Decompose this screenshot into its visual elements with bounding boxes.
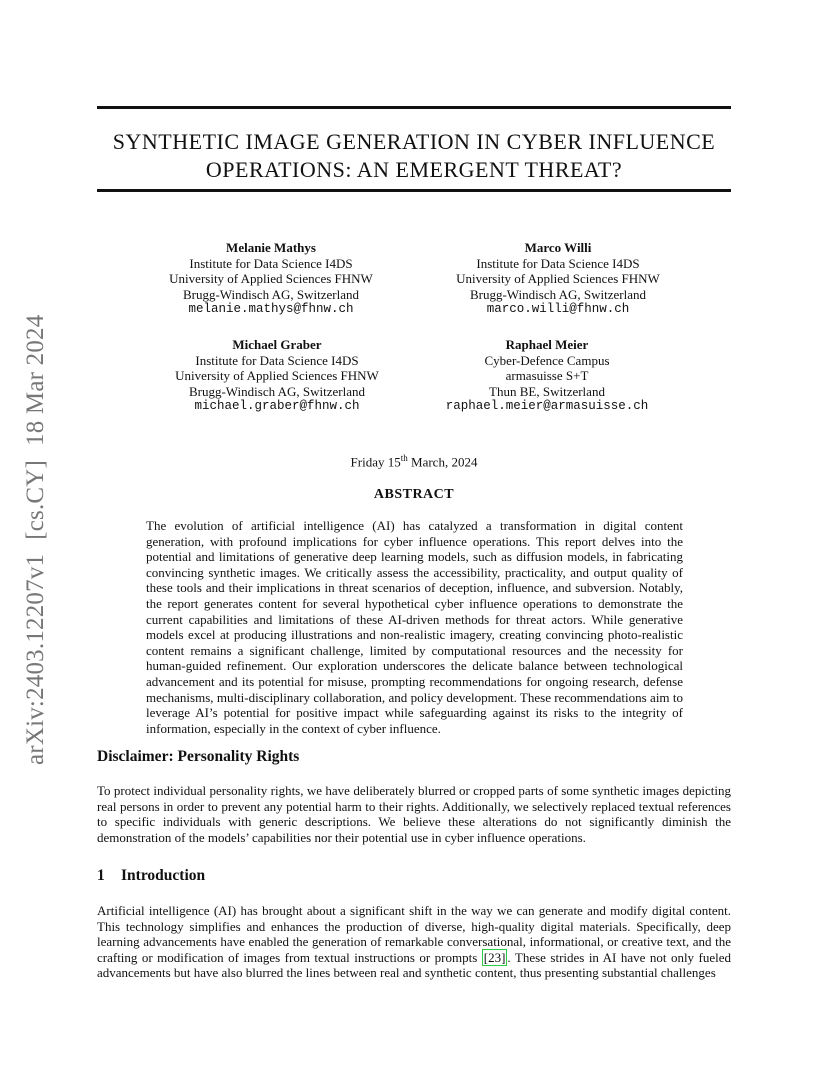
author-name: Raphael Meier: [505, 337, 589, 352]
abstract-text: The evolution of artificial intelligence (AI) has catalyzed a transformation in digital content generation, with profound implications for cyber influence operations. This report delves into the potential and limitations of generative deep learning models, such as diffusion models, in fabricating convincing synthetic images. We critically assess the accessibility, practicality, and output quality of these tools and their implications in threat scenarios of deception, influence, and subversion. Notably, the report generates content for several hypothetical cyber influence operations to demonstrate the current capabilities and limitations of these AI-driven methods for threat actors. While generative models excel at producing illustrations and non-realistic imagery, creating convincing photo-realistic content remains a significant challenge, limited by computational resources and the necessity for human-guided refinement. Our exploration underscores the delicate balance between technological advancement and its potential for misuse, prompting recommendations for ongoing research, defense mechanisms, multi-disciplinary collaboration, and policy development. These recommendations aim to leverage AI’s potential for positive impact while safeguarding against its risks to the integrity of information, especially in the context of cyber influence.: [146, 518, 683, 736]
author-block: [408, 240, 708, 318]
author-email[interactable]: raphael.meier@armasuisse.ch: [445, 399, 649, 413]
author-institute: Cyber-Defence Campus: [484, 352, 610, 368]
disclaimer-heading: Disclaimer: Personality Rights: [97, 748, 300, 765]
intro-text-part-2: . These strides in AI have not only fueled advancements but have also blurred the lines between real and synthetic content, thus presenting substantial challenges: [97, 949, 731, 981]
author-name: Marco Willi: [524, 240, 592, 255]
arxiv-id[interactable]: arXiv:2403.12207v1: [22, 553, 49, 765]
author-institute: Institute for Data Science I4DS: [195, 352, 359, 368]
publication-date: [97, 453, 731, 470]
author-email[interactable]: melanie.mathys@fhnw.ch: [188, 302, 354, 316]
author-institute: Institute for Data Science I4DS: [476, 255, 640, 271]
paper-title-line-1: SYNTHETIC IMAGE GENERATION IN CYBER INFLUENCE: [112, 129, 716, 154]
date-suffix: March, 2024: [407, 454, 478, 470]
author-block: [121, 240, 421, 318]
date-prefix: Friday 15: [350, 454, 401, 470]
author-university: University of Applied Sciences FHNW: [456, 271, 660, 286]
author-block: [397, 337, 697, 415]
introduction-text: [97, 903, 731, 981]
section-number: 1: [97, 867, 105, 884]
disclaimer-text: To protect individual personality rights, we have deliberately blurred or cropped parts of some synthetic images depicting real persons in order to prevent any potential harm to their rights. Additionally, we selectively replaced textual references to specific individuals with generic descriptions. We believe these alterations do not significantly diminish the demonstration of the models’ capabilities nor their potential use in cyber influence operations.: [97, 783, 731, 845]
author-university: University of Applied Sciences FHNW: [169, 271, 373, 286]
author-location: Brugg-Windisch AG, Switzerland: [182, 286, 360, 302]
abstract-heading: ABSTRACT: [373, 487, 455, 502]
author-email[interactable]: michael.graber@fhnw.ch: [194, 399, 360, 413]
section-title: Introduction: [121, 867, 206, 884]
author-university: University of Applied Sciences FHNW: [175, 368, 379, 383]
title-bottom-rule: [97, 189, 731, 192]
paper-title: [97, 128, 731, 184]
arxiv-stamp: [22, 315, 50, 765]
author-location: Thun BE, Switzerland: [489, 383, 605, 399]
date-superscript: th: [400, 453, 408, 463]
title-top-rule: [97, 106, 731, 109]
arxiv-date: 18 Mar 2024: [22, 314, 49, 446]
citation-link[interactable]: [23]: [483, 949, 506, 965]
intro-text-part-1: Artificial intelligence (AI) has brought about a significant shift in the way we can generate and modify digital content. This technology simplifies and enhances the production of diverse, high-quality digital materials. Specifically, deep learning advancements have enabled the generation of remarkable conversational, informational, or creative text, and the crafting or modification of images from textual instructions or prompts: [97, 903, 731, 965]
paper-title-line-2: OPERATIONS: AN EMERGENT THREAT?: [205, 157, 623, 182]
author-location: Brugg-Windisch AG, Switzerland: [469, 286, 647, 302]
author-name: Melanie Mathys: [226, 240, 316, 255]
introduction-heading: [97, 867, 205, 885]
author-block: [127, 337, 427, 415]
arxiv-category: [cs.CY]: [22, 459, 49, 540]
author-location: Brugg-Windisch AG, Switzerland: [188, 383, 366, 399]
author-institute: Institute for Data Science I4DS: [189, 255, 353, 271]
author-email[interactable]: marco.willi@fhnw.ch: [486, 302, 630, 316]
author-name: Michael Graber: [232, 337, 322, 352]
author-university: armasuisse S+T: [505, 368, 589, 383]
